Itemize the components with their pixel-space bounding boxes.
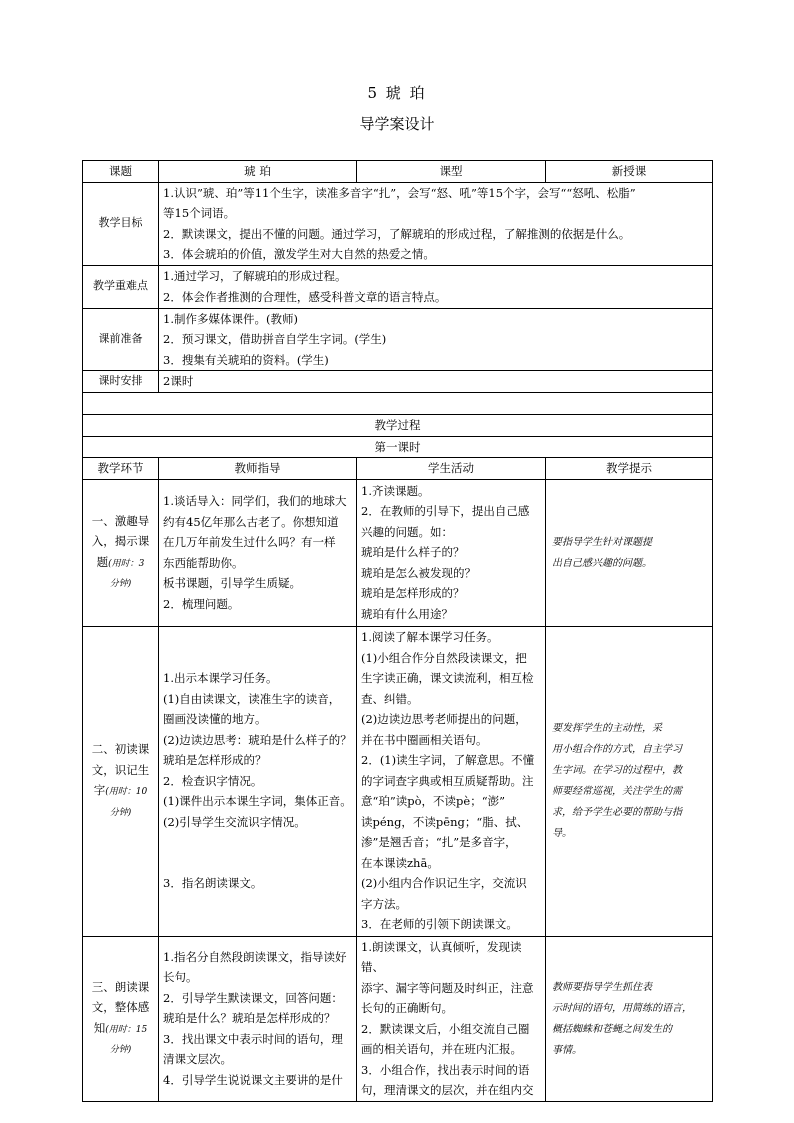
stage-time: (用时：10: [105, 787, 148, 797]
stage-time: (用时：15: [105, 1024, 148, 1035]
text-line: 在几万年前发生过什么吗？有一样: [163, 535, 336, 549]
text-line: 兴趣的问题。如：: [361, 524, 453, 539]
goals-line: 等15个词语。: [163, 206, 236, 220]
text-line: 2．(1)读生字词，了解意思。不懂: [361, 753, 535, 768]
hint-line: 示时间的语句，用简练的语言，: [552, 1002, 692, 1014]
lesson-plan-table: [82, 160, 713, 1102]
text-line: 生字读正确，课文读流利，相互检: [361, 671, 534, 686]
topic-label: 课题: [83, 161, 159, 183]
col-hint-header: 教学提示: [546, 458, 713, 480]
prep-line: 1.制作多媒体课件。(教师): [163, 311, 298, 326]
text-line: [163, 853, 352, 874]
text-line: 句，理清课文的层次，并在组内交: [361, 1083, 534, 1097]
text-line: 琥珀是什么样子的？: [361, 545, 465, 560]
stage-text: 题: [96, 554, 109, 569]
stage-time: 分钟): [109, 807, 132, 818]
text-line: 渗”是翘舌音；“扎”是多音字，: [361, 835, 517, 850]
text-line: 圈画没读懂的地方。: [163, 712, 267, 727]
text-line: 1.阅读了解本课学习任务。: [361, 630, 499, 645]
text-line: (2)小组内合作识记生字，交流识: [361, 876, 527, 891]
text-line: 2．引导学生默读课文，回答问题：: [163, 990, 343, 1005]
col-teacher-header: 教师指导: [159, 458, 357, 480]
key-points-content: [159, 265, 713, 308]
text-line: 1.出示本课学习任务。: [163, 671, 278, 686]
goals-line: 2．默读课文，提出不懂的问题。通过学习，了解琥珀的形成过程，了解推测的依据是什么。: [163, 226, 631, 241]
prep-label: 课前准备: [83, 308, 159, 371]
text-line: 3．指名朗读课文。: [163, 876, 263, 891]
text-line: 意“珀”读pò，不读pè；“澎”: [361, 794, 505, 809]
type-value: 新授课: [546, 161, 713, 183]
text-line: 1.齐读课题。: [361, 483, 430, 498]
hours-row: [83, 371, 713, 393]
hint-line: 要发挥学生的主动性，采: [552, 723, 662, 734]
text-line: 清课文层次。: [163, 1052, 232, 1067]
text-line: 约有45亿年那么古老了。你想知道: [163, 514, 339, 529]
text-line: 添字、漏字等问题及时纠正，注意: [361, 980, 534, 995]
text-line: 板书课题，引导学生质疑。: [163, 576, 301, 590]
stage-line: [87, 1018, 154, 1041]
text-line: 琥珀有什么用途？: [361, 606, 453, 621]
text-line: 琥珀是怎样形成的？: [361, 586, 465, 601]
goals-content: [159, 182, 713, 265]
document-subtitle: 导学案设计: [359, 115, 435, 133]
hint-line: 生字词。在学习的过程中，教: [552, 765, 682, 776]
text-line: (2)边读边思考：琥珀是什么样子的？: [163, 732, 352, 747]
stage-line: [87, 552, 154, 575]
stage-line: 三、朗读课: [91, 979, 150, 994]
stage-time: 分钟): [109, 1045, 132, 1055]
teacher-guidance: [159, 936, 357, 1101]
goals-line: 3．体会琥珀的价值，激发学生对大自然的热爱之情。: [163, 247, 435, 261]
stage-cell: [83, 936, 159, 1101]
hint-line: 求，给予学生必要的帮助与指: [552, 807, 682, 818]
stage-line: 入，揭示课: [91, 534, 150, 548]
stage-cell: [83, 479, 159, 626]
key-points-row: [83, 265, 713, 308]
text-line: 琥珀是什么？琥珀是怎样形成的？: [163, 1011, 336, 1026]
key-points-label: 教学重难点: [83, 265, 159, 308]
process-heading: 教学过程: [83, 415, 713, 437]
text-line: (2)引导学生交流识字情况。: [163, 814, 306, 829]
goals-row: [83, 182, 713, 265]
student-activity: [357, 936, 546, 1101]
text-line: 琥珀是怎样形成的？: [163, 753, 267, 768]
stage-row: [83, 936, 713, 1101]
spacer-row: [83, 393, 713, 415]
stage-line: 文，整体感: [91, 1000, 150, 1014]
text-line: 3．在老师的引领下朗读课文。: [361, 917, 518, 932]
prep-line: 3．搜集有关琥珀的资料。(学生): [163, 352, 329, 367]
text-line: 2．默读课文后，小组交流自己圈: [361, 1021, 530, 1036]
teaching-hint: [546, 936, 713, 1101]
hours-label: 课时安排: [83, 371, 159, 393]
prep-content: [159, 308, 713, 371]
document-title: 5 琥 珀: [367, 84, 427, 102]
text-line: 1.指名分自然段朗读课文，指导读好: [163, 949, 347, 964]
hint-line: 导。: [552, 828, 572, 839]
text-line: 在本课读zhā。: [361, 855, 439, 870]
text-line: 4．引导学生说说课文主要讲的是什: [163, 1072, 343, 1087]
hint-line: 教师要指导学生抓住表: [552, 981, 652, 993]
text-line: (2)边读边思考老师提出的问题，: [361, 712, 527, 727]
stage-line: 文，识记生: [91, 762, 150, 777]
goals-line: 1.认识”琥、珀”等11个生字，读准多音字“扎”，会写“怒、吼”等15个字，会写““怒吼、松脂”: [163, 185, 636, 200]
text-line: (1)自由读课文，读准生字的读音，: [163, 691, 341, 706]
teaching-hint: [546, 479, 713, 626]
col-student-header: 学生活动: [357, 458, 546, 480]
stage-cell: [83, 626, 159, 936]
key-line: 1.通过学习，了解琥珀的形成过程。: [163, 269, 347, 283]
hours-value: 2课时: [159, 371, 713, 393]
text-line: (1)课件出示本课生字词，集体正音。: [163, 794, 352, 809]
stage-line: 一、激趣导: [91, 513, 150, 528]
header-row: [83, 161, 713, 183]
text-line: 长句的正确断句。: [361, 1001, 453, 1015]
col-stage-header: 教学环节: [83, 458, 159, 480]
goals-label: 教学目标: [83, 182, 159, 265]
stage-line: [87, 780, 154, 803]
text-line: 读péng，不读pēng；“脂、拭、: [361, 814, 529, 829]
text-line: 画的相关语句，并在班内汇报。: [361, 1042, 522, 1056]
text-line: 查、纠错。: [361, 691, 419, 706]
stage-row: [83, 479, 713, 626]
teaching-hint: [546, 626, 713, 936]
topic-value: 琥 珀: [159, 161, 357, 183]
text-line: [163, 832, 352, 853]
prep-row: [83, 308, 713, 371]
hint-line: 出自己感兴趣的问题。: [552, 557, 652, 569]
text-line: 1.谈话导入：同学们，我们的地球大: [163, 494, 347, 508]
student-activity: [357, 626, 546, 936]
stage-text: 字: [93, 783, 106, 797]
stage-row: [83, 626, 713, 936]
hint-line: 师要经常巡视，关注学生的需: [552, 786, 682, 797]
hint-line: 用小组合作的方式，自主学习: [552, 744, 682, 755]
text-line: 1.朗读课文，认真倾听，发现读错、: [361, 939, 522, 974]
student-activity: [357, 479, 546, 626]
lesson-row: [83, 436, 713, 458]
text-line: (1)小组合作分自然段读课文，把: [361, 650, 527, 665]
text-line: 并在书中圈画相关语句。: [361, 732, 488, 747]
stage-time: (用时：3: [108, 558, 145, 569]
text-line: 3．找出课文中表示时间的语句，理: [163, 1031, 343, 1046]
prep-line: 2．预习课文，借助拼音自学生字词。(学生): [163, 332, 387, 346]
text-line: 2．在教师的引导下，提出自己感: [361, 504, 530, 519]
text-line: 2．检查识字情况。: [163, 773, 263, 788]
teacher-guidance: [159, 479, 357, 626]
process-row: [83, 415, 713, 437]
stage-line: 二、初读课: [91, 742, 150, 756]
key-line: 2．体会作者推测的合理性，感受科普文章的语言特点。: [163, 289, 447, 304]
hint-line: 概括蜘蛛和苍蝇之间发生的: [552, 1023, 672, 1035]
lesson-heading: 第一课时: [83, 436, 713, 458]
text-line: 琥珀是怎么被发现的？: [361, 565, 476, 580]
type-label: 课型: [357, 161, 546, 183]
text-line: 3．小组合作，找出表示时间的语: [361, 1062, 530, 1077]
teacher-guidance: [159, 626, 357, 936]
text-line: 的字词查字典或相互质疑帮助。注: [361, 773, 534, 788]
text-line: 字方法。: [361, 896, 407, 911]
text-line: 长句。: [163, 970, 198, 985]
stage-text: 知: [93, 1020, 106, 1035]
text-line: 东西能帮助你。: [163, 555, 244, 570]
column-header-row: [83, 458, 713, 480]
hint-line: 要指导学生针对课题提: [552, 536, 652, 548]
empty-cell: [83, 393, 713, 415]
hint-line: 事情。: [552, 1044, 582, 1056]
text-line: 2．梳理问题。: [163, 596, 240, 611]
stage-time: 分钟): [109, 579, 132, 589]
